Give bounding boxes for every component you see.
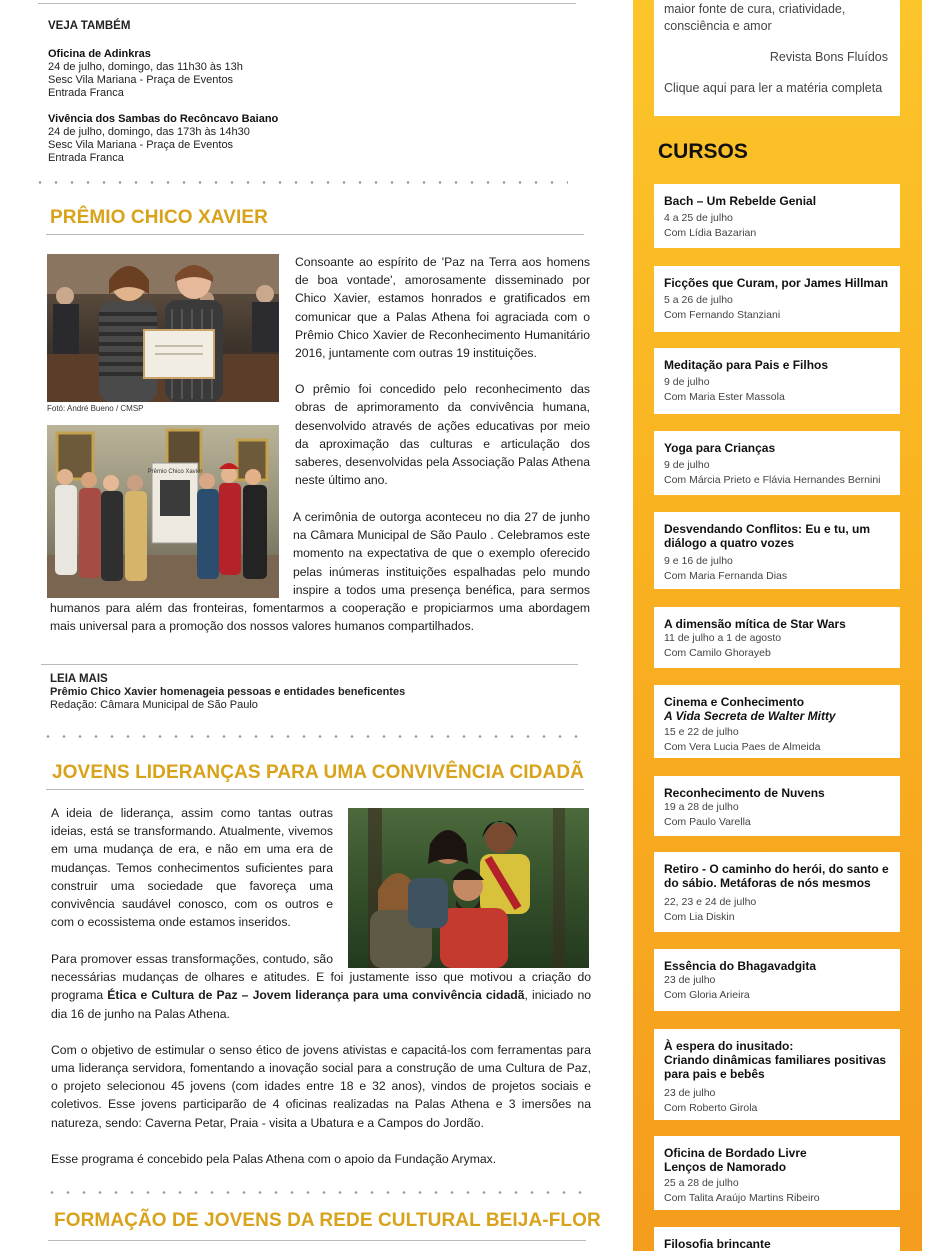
course-teacher: Com Márcia Prieto e Flávia Hernandes Bernini: [664, 474, 881, 486]
award-ceremony-photo: [47, 254, 279, 402]
event-title[interactable]: Oficina de Adinkras: [48, 48, 151, 60]
certificate-label: Prêmio Chico Xavier: [147, 469, 203, 475]
event-entry: Entrada Franca: [48, 87, 124, 99]
event-entry: Entrada Franca: [48, 152, 124, 164]
premio-paragraph: Consoante ao espírito de 'Paz na Terra aos homens de boa vontade', amorosamente disseminado por Chico Xavier, estamos honrados e gratificados em comunicar que a Palas Athena foi agraciada com o Prêmio Chico Xavier de Reconhecimento Humanitário 2016, juntamente com outras 19 instituições.: [295, 255, 590, 361]
course-title[interactable]: Meditação para Pais e Filhos: [664, 358, 829, 372]
course-date: 23 de julho: [664, 1087, 716, 1099]
course-title[interactable]: Reconhecimento de Nuvens: [664, 786, 825, 800]
course-date: 4 a 25 de julho: [664, 212, 733, 224]
course-teacher: Com Lídia Bazarian: [664, 227, 757, 239]
course-date: 9 e 16 de julho: [664, 555, 733, 567]
event-title[interactable]: Vivência dos Sambas do Recôncavo Baiano: [48, 113, 279, 125]
dotted-separator: [44, 1191, 584, 1194]
veja-tambem-block: [48, 20, 548, 165]
section-title-premio: PRÊMIO CHICO XAVIER: [50, 207, 268, 228]
course-card[interactable]: [654, 431, 900, 495]
course-teacher: Com Fernando Stanziani: [664, 309, 781, 321]
quote-card: [654, 0, 900, 116]
course-title[interactable]: À espera do inusitado: Criando dinâmicas familiares positivas para pais e bebês: [664, 1039, 887, 1081]
section-title-formacao: FORMAÇÃO DE JOVENS DA REDE CULTURAL BEIJA-FLOR: [54, 1210, 601, 1231]
leia-source: Redação: Câmara Municipal de São Paulo: [50, 699, 258, 711]
course-title[interactable]: Cinema e Conhecimento A Vida Secreta de Walter Mitty: [664, 695, 836, 723]
course-date: 22, 23 e 24 de julho: [664, 896, 757, 908]
jovens-paragraph-1: A ideia de liderança, assim como tantas outras ideias, está se transformando. Atualmente, vivemos em uma mudança de era, e não em uma era de mudanças. Temos conhecimentos suficientes para construir uma sociedade que favoreça uma convivência saudável conosco, com os outros e com o ecossistema onde estamos inseridos.: [51, 806, 333, 930]
course-date: 15 e 22 de julho: [664, 726, 739, 738]
leia-mais-block: [50, 673, 590, 712]
event-place: Sesc Vila Mariana - Praça de Eventos: [48, 139, 234, 151]
course-title[interactable]: Bach – Um Rebelde Genial: [664, 194, 817, 208]
premio-paragraph: O prêmio foi concedido pelo reconhecimento das obras de aprimoramento da convivência humana, desenvolvido através de ações educativas por meio da aproximação das culturas e articulação dos saberes, desenvolvidas pela Associação Palas Athena neste último ano.: [295, 382, 590, 488]
veja-item[interactable]: [48, 113, 548, 165]
event-date: 24 de julho, domingo, das 11h30 às 13h: [48, 61, 243, 73]
course-teacher: Com Gloria Arieira: [664, 989, 750, 1001]
sidebar: [633, 0, 922, 1251]
course-date: 5 a 26 de julho: [664, 294, 733, 306]
veja-heading: VEJA TAMBÉM: [48, 20, 131, 32]
dotted-separator: [32, 181, 568, 184]
course-card[interactable]: [654, 1227, 900, 1251]
course-card[interactable]: [654, 1136, 900, 1210]
divider: [41, 664, 578, 665]
course-teacher: Com Maria Ester Massola: [664, 391, 785, 403]
course-date: 9 de julho: [664, 376, 710, 388]
cursos-heading: CURSOS: [658, 140, 748, 163]
course-date: 25 a 28 de julho: [664, 1177, 739, 1189]
course-teacher: Com Lia Diskin: [664, 911, 735, 923]
section-title-jovens: JOVENS LIDERANÇAS PARA UMA CONVIVÊNCIA CIDADÃ: [52, 762, 584, 783]
course-title[interactable]: Filosofia brincante: [664, 1237, 771, 1251]
divider: [46, 234, 584, 235]
course-teacher: Com Talita Araújo Martins Ribeiro: [664, 1192, 820, 1204]
divider: [38, 3, 576, 4]
event-date: 24 de julho, domingo, das 173h às 14h30: [48, 126, 250, 138]
course-card[interactable]: [654, 184, 900, 248]
premio-paragraph: A cerimônia de outorga aconteceu no dia 27 de junho na Câmara Municipal de São Paulo . Celebramos este momento na expectativa de que o exemplo oferecido pelas inúmeras instituições espalhadas pelo mundo inspire a todos uma presença benéfica, para sermos humanos para além das fronteiras, fomentarmos a cooperação e propiciarmos uma abordagem mais universal para a promoção dos nossos valores humanos compartilhados.: [50, 510, 590, 634]
leia-heading: LEIA MAIS: [50, 673, 108, 685]
course-title[interactable]: Retiro - O caminho do herói, do santo e do sábio. Metáforas de nós mesmos: [664, 862, 889, 890]
course-teacher: Com Camilo Ghorayeb: [664, 647, 771, 659]
course-date: 11 de julho a 1 de agosto: [664, 632, 782, 644]
jovens-paragraph-2: Para promover essas transformações, contudo, são necessárias mudanças de olhares e atitudes. E foi justamente isso que motivou a criação do programa Ética e Cultura de Paz – Jovem liderança para uma convivência cidadã, iniciado no dia 16 de junho na Palas Athena.: [51, 952, 591, 1021]
course-date: 23 de julho: [664, 974, 716, 986]
dotted-separator: [40, 735, 586, 738]
course-title[interactable]: A dimensão mítica de Star Wars: [664, 617, 846, 631]
course-date: 9 de julho: [664, 459, 710, 471]
course-title[interactable]: Desvendando Conflitos: Eu e tu, um diálogo a quatro vozes: [664, 522, 871, 550]
course-card[interactable]: [654, 949, 900, 1011]
photo-caption: Fotó: André Bueno / CMSP: [47, 404, 144, 413]
course-teacher: Com Paulo Varella: [664, 816, 751, 828]
jovens-paragraph-3: Com o objetivo de estimular o senso ético de jovens ativistas e capacitá-los com ferramentas para uma liderança servidora, fomentando a inovação social para a construção de uma Cultura de Paz, o projeto selecionou 45 jovens (com idades entre 18 e 32 anos), vindos de projetos sociais e coletivos. Esse jovens participarão de 4 oficinas realizadas na Palas Athena e 3 imersões na natureza, sendo: Caverna Petar, Praia - visita a Ubatura e a Campos do Jordão.: [51, 1042, 591, 1130]
course-card[interactable]: [654, 776, 900, 836]
quote-source: Revista Bons Fluídos: [769, 50, 888, 64]
course-card[interactable]: [654, 685, 900, 758]
course-card[interactable]: [654, 512, 900, 589]
veja-item[interactable]: [48, 48, 548, 100]
course-card[interactable]: [654, 607, 900, 668]
jovens-paragraph-4: Esse programa é concebido pela Palas Athena com o apoio da Fundação Arymax.: [51, 1151, 497, 1166]
premio-text-column: [295, 253, 590, 507]
course-title[interactable]: Yoga para Crianças: [664, 441, 776, 455]
course-title[interactable]: Oficina de Bordado Livre Lenços de Namorado: [664, 1146, 807, 1174]
divider: [46, 789, 584, 790]
premio-text-full: [50, 508, 590, 653]
course-teacher: Com Vera Lucia Paes de Almeida: [664, 741, 821, 753]
course-teacher: Com Maria Fernanda Dias: [664, 570, 788, 582]
course-card[interactable]: [654, 852, 900, 932]
course-title[interactable]: Ficções que Curam, por James Hillman: [664, 276, 889, 290]
course-card[interactable]: [654, 348, 900, 414]
course-date: 19 a 28 de julho: [664, 801, 739, 813]
jovens-text-full: [51, 950, 591, 1186]
course-teacher: Com Roberto Girola: [664, 1102, 758, 1114]
course-card[interactable]: [654, 266, 900, 332]
quote-link[interactable]: Clique aqui para ler a matéria completa: [664, 81, 883, 95]
divider: [48, 1240, 586, 1241]
quote-text: maior fonte de cura, criatividade, consciência e amor: [664, 2, 846, 33]
young-leaders-photo: [348, 808, 589, 968]
event-place: Sesc Vila Mariana - Praça de Eventos: [48, 74, 234, 86]
course-card[interactable]: [654, 1029, 900, 1120]
course-title[interactable]: Essência do Bhagavadgita: [664, 959, 817, 973]
leia-link[interactable]: Prêmio Chico Xavier homenageia pessoas e entidades beneficentes: [50, 686, 406, 698]
